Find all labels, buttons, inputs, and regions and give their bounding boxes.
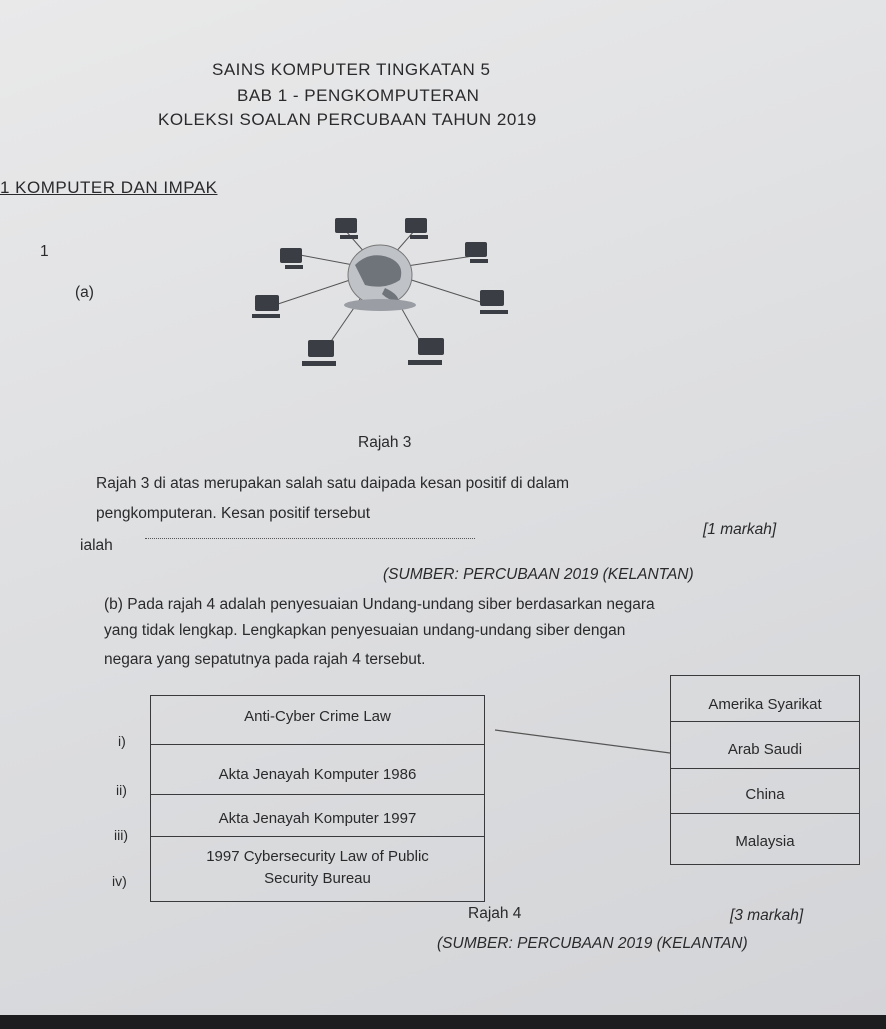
part-b-source: (SUMBER: PERCUBAAN 2019 (KELANTAN) xyxy=(437,935,748,952)
law-1-number: i) xyxy=(118,733,126,749)
page-bottom-edge xyxy=(0,1015,886,1029)
part-b-text-line-3: negara yang sepatutnya pada rajah 4 tersebut. xyxy=(104,651,426,668)
question-number: 1 xyxy=(40,243,49,260)
connector-line xyxy=(490,725,680,760)
law-3: Akta Jenayah Komputer 1997 xyxy=(218,810,417,827)
network-figure xyxy=(240,210,530,410)
country-2: Arab Saudi xyxy=(727,741,803,758)
answer-line xyxy=(145,538,475,539)
country-1: Amerika Syarikat xyxy=(708,696,822,713)
law-1: Anti-Cyber Crime Law xyxy=(244,708,391,725)
part-a-source: (SUMBER: PERCUBAAN 2019 (KELANTAN) xyxy=(383,566,694,583)
part-a-answer-prefix: ialah xyxy=(80,537,113,554)
country-4: Malaysia xyxy=(735,833,795,850)
part-a-marks: [1 markah] xyxy=(703,521,777,538)
header-line-1: SAINS KOMPUTER TINGKATAN 5 xyxy=(212,60,491,79)
part-a-text-line-2: pengkomputeran. Kesan positif tersebut xyxy=(96,505,371,522)
part-b-text-line-2: yang tidak lengkap. Lengkapkan penyesuaian undang-undang siber dengan xyxy=(104,622,626,639)
figure-4-caption: Rajah 4 xyxy=(468,905,522,922)
law-3-number: iii) xyxy=(114,827,128,843)
laws-table xyxy=(150,695,485,902)
part-a-label: (a) xyxy=(75,284,94,301)
law-4-line-1: 1997 Cybersecurity Law of Public xyxy=(206,848,429,865)
law-2-number: ii) xyxy=(116,782,127,798)
header-line-2: BAB 1 - PENGKOMPUTERAN xyxy=(237,86,480,105)
law-4-line-2: Security Bureau xyxy=(264,870,371,887)
section-title: 1 KOMPUTER DAN IMPAK xyxy=(0,178,218,197)
part-b-text-line-1: (b) Pada rajah 4 adalah penyesuaian Undang-undang siber berdasarkan negara xyxy=(104,596,655,613)
part-b-marks: [3 markah] xyxy=(730,907,804,924)
law-2: Akta Jenayah Komputer 1986 xyxy=(218,766,417,783)
countries-table xyxy=(670,675,860,865)
part-a-text-line-1: Rajah 3 di atas merupakan salah satu daipada kesan positif di dalam xyxy=(96,475,570,492)
globe-icon xyxy=(344,245,416,311)
law-4-number: iv) xyxy=(112,873,127,889)
country-3: China xyxy=(745,786,785,803)
figure-3-caption: Rajah 3 xyxy=(358,434,412,451)
header-line-3: KOLEKSI SOALAN PERCUBAAN TAHUN 2019 xyxy=(158,110,537,129)
